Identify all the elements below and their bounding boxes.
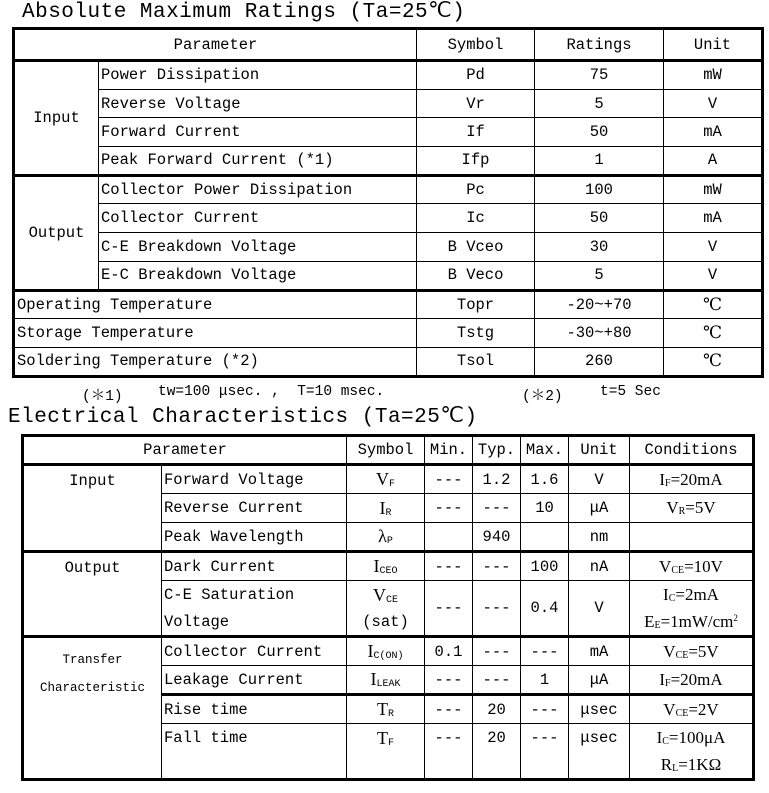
symbol-cell: Tsol [417, 347, 535, 376]
param-cell: Operating Temperature [14, 290, 417, 319]
rating-cell: 260 [535, 347, 664, 376]
param-cell: Forward Voltage [162, 465, 347, 494]
max-cell: 1.6 [521, 465, 569, 494]
param-cell: Dark Current [162, 552, 347, 581]
max-cell [521, 753, 569, 780]
min-cell [425, 523, 473, 552]
unit-cell: μsec [569, 724, 630, 753]
max-cell: 1 [521, 666, 569, 695]
note1-mark: (＊1) [82, 389, 123, 405]
min-cell [425, 753, 473, 780]
condition-cell: IF=20mA [630, 666, 754, 695]
param-cell: Collector Current [162, 637, 347, 666]
unit-cell: mA [664, 118, 763, 147]
min-cell: --- [425, 695, 473, 724]
note1-text: tw=100 μsec. , T=10 msec. [158, 384, 385, 400]
header-unit: Unit [664, 29, 763, 61]
symbol-cell: Topr [417, 290, 535, 319]
min-cell: --- [425, 494, 473, 523]
typ-cell: 940 [473, 523, 521, 552]
typ-cell: --- [473, 666, 521, 695]
table-row [23, 637, 754, 666]
condition-cell: VR=5V [630, 494, 754, 523]
symbol-cell: VF [347, 465, 425, 494]
unit-cell: ℃ [664, 347, 763, 376]
min-cell: --- [425, 581, 473, 637]
group-output: Output [23, 552, 162, 637]
condition-cell: $EE=1mW/cm^2$ [630, 610, 754, 637]
condition-cell: IC=2mA [630, 581, 754, 610]
unit-cell: mW [664, 61, 763, 90]
min-cell: --- [425, 552, 473, 581]
unit-cell: ℃ [664, 290, 763, 319]
table-row [14, 233, 763, 262]
table-row [14, 147, 763, 176]
typ-cell [473, 753, 521, 780]
max-cell: 0.4 [521, 581, 569, 637]
group-output: Output [14, 175, 99, 290]
max-cell: 100 [521, 552, 569, 581]
symbol-cell: If [417, 118, 535, 147]
rating-cell: 50 [535, 118, 664, 147]
typ-cell: 20 [473, 695, 521, 724]
table-row [14, 347, 763, 376]
symbol-cell: B Vceo [417, 233, 535, 262]
absolute-ratings-title: Absolute Maximum Ratings (Ta=25℃) [22, 1, 466, 24]
table-row [14, 319, 763, 348]
rating-cell: 5 [535, 261, 664, 290]
condition-cell: IF=20mA [630, 465, 754, 494]
symbol-cell: TF [347, 724, 425, 753]
header-parameter: Parameter [23, 436, 347, 465]
symbol-cell: Ifp [417, 147, 535, 176]
param-cell: Reverse Voltage [99, 89, 417, 118]
symbol-cell: VCE [347, 581, 425, 610]
unit-cell: nA [569, 552, 630, 581]
header-ratings: Ratings [535, 29, 664, 61]
table-row [14, 118, 763, 147]
min-cell: 0.1 [425, 637, 473, 666]
unit-cell: μA [569, 494, 630, 523]
max-cell: --- [521, 724, 569, 753]
max-cell [521, 523, 569, 552]
param-cell: Forward Current [99, 118, 417, 147]
header-typ: Typ. [473, 436, 521, 465]
unit-cell: V [569, 581, 630, 637]
rating-cell: 100 [535, 175, 664, 204]
param-cell: Rise time [162, 695, 347, 724]
symbol-cell: Tstg [417, 319, 535, 348]
unit-cell: ℃ [664, 319, 763, 348]
min-cell: --- [425, 724, 473, 753]
symbol-cell: Ic [417, 204, 535, 233]
condition-cell [630, 523, 754, 552]
note2-mark: (＊2) [522, 389, 563, 405]
condition-cell: VCE=5V [630, 637, 754, 666]
param-cell: Fall time [162, 724, 347, 753]
param-cell: Peak Forward Current (*1) [99, 147, 417, 176]
typ-cell: 20 [473, 724, 521, 753]
rating-cell: 5 [535, 89, 664, 118]
param-cell: Voltage [162, 610, 347, 637]
table-header-row [23, 436, 754, 465]
typ-cell: --- [473, 552, 521, 581]
symbol-cell: B Veco [417, 261, 535, 290]
condition-cell: RL=1KΩ [630, 753, 754, 780]
param-cell: Collector Current [99, 204, 417, 233]
rating-cell: 30 [535, 233, 664, 262]
symbol-cell: λP [347, 523, 425, 552]
param-cell: Reverse Current [162, 494, 347, 523]
unit-cell: V [569, 465, 630, 494]
header-symbol: Symbol [347, 436, 425, 465]
electrical-characteristics-title: Electrical Characteristics (Ta=25℃) [8, 406, 478, 429]
table-row [14, 89, 763, 118]
min-cell: --- [425, 666, 473, 695]
unit-cell: A [664, 147, 763, 176]
param-cell: Collector Power Dissipation [99, 175, 417, 204]
unit-cell: mA [569, 637, 630, 666]
unit-cell: mW [664, 175, 763, 204]
unit-cell [569, 753, 630, 780]
header-max: Max. [521, 436, 569, 465]
typ-cell: --- [473, 581, 521, 637]
typ-cell: --- [473, 637, 521, 666]
electrical-characteristics-table [21, 434, 755, 781]
unit-cell: μA [569, 666, 630, 695]
min-cell: --- [425, 465, 473, 494]
max-cell: --- [521, 695, 569, 724]
rating-cell: -30~+80 [535, 319, 664, 348]
table-row [14, 290, 763, 319]
header-conditions: Conditions [630, 436, 754, 465]
unit-cell: mA [664, 204, 763, 233]
param-cell: Storage Temperature [14, 319, 417, 348]
symbol-cell: ILEAK [347, 666, 425, 695]
param-cell [162, 753, 347, 780]
unit-cell: nm [569, 523, 630, 552]
condition-cell: VCE=10V [630, 552, 754, 581]
param-cell: Leakage Current [162, 666, 347, 695]
symbol-cell: Vr [417, 89, 535, 118]
table-row [14, 204, 763, 233]
table-row [23, 552, 754, 581]
group-input: Input [14, 61, 99, 176]
symbol-cell: TR [347, 695, 425, 724]
symbol-cell [347, 753, 425, 780]
rating-cell: -20~+70 [535, 290, 664, 319]
condition-cell: VCE=2V [630, 695, 754, 724]
absolute-ratings-table [12, 27, 764, 378]
typ-cell: 1.2 [473, 465, 521, 494]
rating-cell: 1 [535, 147, 664, 176]
symbol-cell: Pd [417, 61, 535, 90]
unit-cell: μsec [569, 695, 630, 724]
table-row [14, 175, 763, 204]
table-header-row [14, 29, 763, 61]
table-row [14, 261, 763, 290]
header-symbol: Symbol [417, 29, 535, 61]
unit-cell: V [664, 261, 763, 290]
group-transfer: Transfer Characteristic [23, 637, 162, 780]
symbol-cell: Pc [417, 175, 535, 204]
unit-cell: V [664, 89, 763, 118]
param-cell: Peak Wavelength [162, 523, 347, 552]
rating-cell: 75 [535, 61, 664, 90]
table-row [23, 465, 754, 494]
header-min: Min. [425, 436, 473, 465]
unit-cell: V [664, 233, 763, 262]
symbol-cell: (sat) [347, 610, 425, 637]
param-cell: C-E Breakdown Voltage [99, 233, 417, 262]
group-input: Input [23, 465, 162, 552]
symbol-cell: IR [347, 494, 425, 523]
table-row [14, 61, 763, 90]
param-cell: Power Dissipation [99, 61, 417, 90]
rating-cell: 50 [535, 204, 664, 233]
symbol-cell: IC(ON) [347, 637, 425, 666]
note2-text: t=5 Sec [600, 384, 661, 400]
header-parameter: Parameter [14, 29, 417, 61]
max-cell: --- [521, 637, 569, 666]
param-cell: Soldering Temperature (*2) [14, 347, 417, 376]
symbol-cell: ICEO [347, 552, 425, 581]
param-cell: C-E Saturation [162, 581, 347, 610]
condition-cell: IC=100μA [630, 724, 754, 753]
param-cell: E-C Breakdown Voltage [99, 261, 417, 290]
max-cell: 10 [521, 494, 569, 523]
typ-cell: --- [473, 494, 521, 523]
header-unit: Unit [569, 436, 630, 465]
